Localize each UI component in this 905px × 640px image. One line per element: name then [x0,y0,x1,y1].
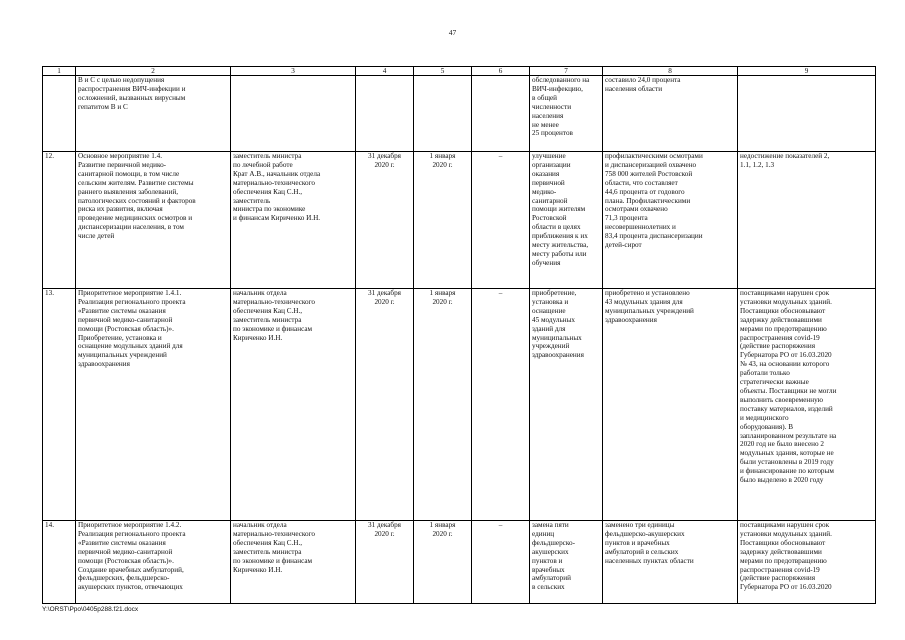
table-row [43,289,876,521]
event-cell: Приоритетное мероприятие 1.4.1. Реализация регионального проекта «Развитие системы оказания первичной медико-санитарной помощи (Ростовская область)». Приобретение, установка и оснащение модульных зданий для муниципальных учреждений здравоохранения [76,289,231,521]
event-cell: Основное мероприятие 1.4. Развитие первичной медико- санитарной помощи, в том числе сельским жителям. Развитие системы раннего выявления заболеваний, патологических состояний и факторов риска их развития, включая проведение медицинских осмотров и диспансеризации населения, в том числе детей [76,152,231,289]
column-header: 7 [530,67,603,76]
responsible-cell: заместитель министра по лечебной работе Крат А.В., начальник отдела материально-технического обеспечения Кац С.Н., заместитель министра по экономике и финансам Кириченко И.Н. [231,152,356,289]
responsible-cell: начальник отдела материально-технического обеспечения Кац С.Н., заместитель министра по экономике и финансам Кириченко И.Н. [231,289,356,521]
event-cell: В и С с целью недопущения распространения ВИЧ-инфекции и осложнений, вызванных вирусным гепатитом В и С [76,76,231,152]
table-row [43,76,876,152]
file-path-footer: Y:\ORST\Ppo\0405p288.f21.docx [42,606,139,613]
end-date-cell [414,76,472,152]
start-date-cell: 31 декабря 2020 г. [356,289,414,521]
col6-cell [472,76,530,152]
col6-cell: – [472,521,530,604]
col6-cell: – [472,289,530,521]
report-table [42,66,876,604]
end-date-cell: 1 января 2020 г. [414,152,472,289]
expected-result-cell: замена пяти единиц фельдшерско- акушерских пунктов и врачебных амбулаторий в сельских [530,521,603,604]
reasons-cell: недостижение показателей 2, 1.1, 1.2, 1.3 [738,152,876,289]
reasons-cell [738,76,876,152]
column-header: 9 [738,67,876,76]
actual-result-cell: приобретено и установлено 43 модульных здания для муниципальных учреждений здравоохранения [603,289,738,521]
start-date-cell [356,76,414,152]
page-number: 47 [448,28,457,37]
reasons-cell: поставщиками нарушен срок установки модульных зданий. Поставщики обосновывают задержку действовавшими мерами по предотвращению распространения covid-19 (действие распоряжения Губернатора РО от 16.03.2020 № 43, на основании которого работали только стратегически важные объекты. Поставщики не могли выполнить своевременную поставку материалов, изделий и медицинского оборудования). В запланированном результате на 2020 год не было внесено 2 модульных здания, которые не были установлены в 2019 году и финансирование по которым было выделено в 2020 году [738,289,876,521]
col6-cell: – [472,152,530,289]
table-row [43,152,876,289]
column-header: 8 [603,67,738,76]
event-cell: Приоритетное мероприятие 1.4.2. Реализация регионального проекта «Развитие системы оказания первичной медико-санитарной помощи (Ростовская область)». Создание врачебных амбулаторий, фельдшерских, фельдшерско- акушерских пунктов, отвечающих [76,521,231,604]
table-header-row [43,67,876,76]
expected-result-cell: улучшение организации оказания первичной медико- санитарной помощи жителям Ростовской области в целях приближения к их месту жительства, месту работы или обучения [530,152,603,289]
row-number: 12. [43,152,76,289]
reasons-cell: поставщиками нарушен срок установки модульных зданий. Поставщики обосновывают задержку действовавшими мерами по предотвращению распространения covid-19 (действие распоряжения Губернатора РО от 16.03.2020 [738,521,876,604]
responsible-cell [231,76,356,152]
expected-result-cell: приобретение, установка и оснащение 45 модульных зданий для муниципальных учреждений здравоохранения [530,289,603,521]
actual-result-cell: профилактическими осмотрами и диспансеризацией охвачено 758 000 жителей Ростовской области, что составляет 44,6 процента от годового плана. Профилактическими осмотрами охвачено 71,3 процента несовершеннолетних и 83,4 процента диспансеризации детей-сирот [603,152,738,289]
column-header: 5 [414,67,472,76]
row-number: 14. [43,521,76,604]
column-header: 2 [76,67,231,76]
start-date-cell: 31 декабря 2020 г. [356,521,414,604]
column-header: 4 [356,67,414,76]
actual-result-cell: заменено три единицы фельдшерско-акушерских пунктов и врачебных амбулаторий в сельских населенных пунктах области [603,521,738,604]
expected-result-cell: обследованного на ВИЧ-инфекцию, в общей численности населения не менее 25 процентов [530,76,603,152]
start-date-cell: 31 декабря 2020 г. [356,152,414,289]
column-header: 1 [43,67,76,76]
responsible-cell: начальник отдела материально-технического обеспечения Кац С.Н., заместитель министра по экономике и финансам Кириченко И.Н. [231,521,356,604]
end-date-cell: 1 января 2020 г. [414,289,472,521]
column-header: 6 [472,67,530,76]
row-number [43,76,76,152]
table-row [43,521,876,604]
actual-result-cell: составило 24,0 процента населения области [603,76,738,152]
column-header: 3 [231,67,356,76]
end-date-cell: 1 января 2020 г. [414,521,472,604]
row-number: 13. [43,289,76,521]
